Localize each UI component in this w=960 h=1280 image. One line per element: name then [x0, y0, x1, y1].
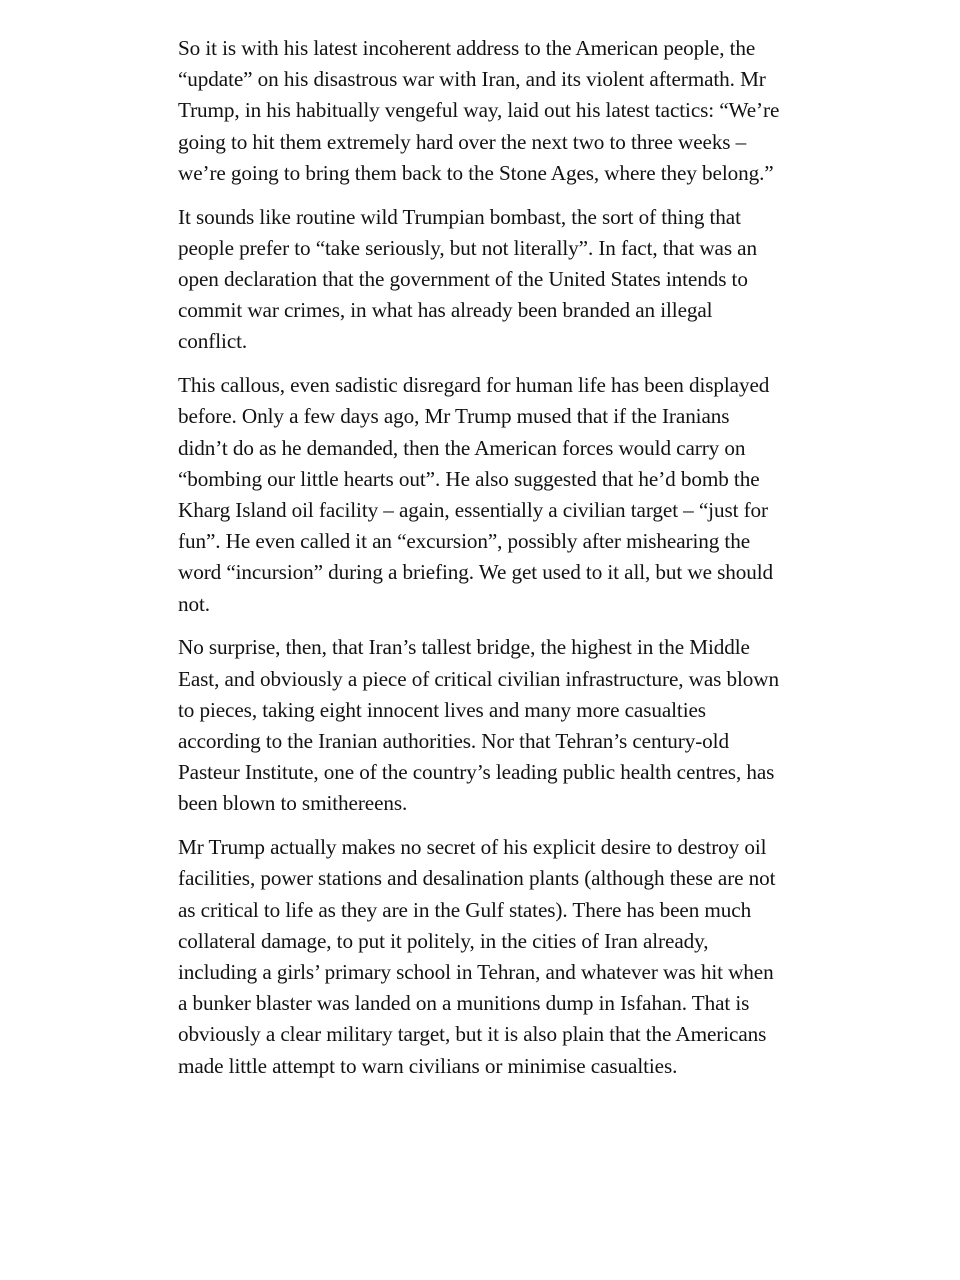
- article-paragraph: No surprise, then, that Iran’s tallest bridge, the highest in the Middle East, and obviously a piece of critical civilian infrastructure, was blown to pieces, taking eight innocent lives and many more casualties according to the Iranian authorities. Nor that Tehran’s century-old Pasteur Institute, one of the country’s leading public health centres, has been blown to smithereens.: [178, 635, 779, 816]
- article-paragraph: Mr Trump actually makes no secret of his explicit desire to destroy oil facilities, power stations and desalination plants (although these are not as critical to life as they are in the Gulf states). There has been much collateral damage, to put it politely, in the cities of Iran already, including a girls’ primary school in Tehran, and whatever was hit when a bunker blaster was landed on a munitions dump in Isfahan. That is obviously a clear military target, but it is also plain that the Americans made little attempt to warn civilians or minimise casualties.: [178, 835, 776, 1078]
- article-body: [178, 33, 784, 1094]
- article-paragraph: It sounds like routine wild Trumpian bombast, the sort of thing that people prefer to “take seriously, but not literally”. In fact, that was an open declaration that the government of the United States intends to commit war crimes, in what has already been branded an illegal conflict.: [178, 204, 757, 354]
- article-paragraph: This callous, even sadistic disregard for human life has been displayed before. Only a few days ago, Mr Trump mused that if the Iranians didn’t do as he demanded, then the American forces would carry on “bombing our little hearts out”. He also suggested that he’d bomb the Kharg Island oil facility – again, essentially a civilian target – “just for fun”. He even called it an “excursion”, possibly after mishearing the word “incursion” during a briefing. We get used to it all, but we should not.: [178, 373, 774, 616]
- article-paragraph: So it is with his latest incoherent address to the American people, the “update” on his disastrous war with Iran, and its violent aftermath. Mr Trump, in his habitually vengeful way, laid out his latest tactics: “We’re going to hit them extremely hard over the next two to three weeks – we’re going to bring them back to the Stone Ages, where they belong.”: [178, 36, 780, 185]
